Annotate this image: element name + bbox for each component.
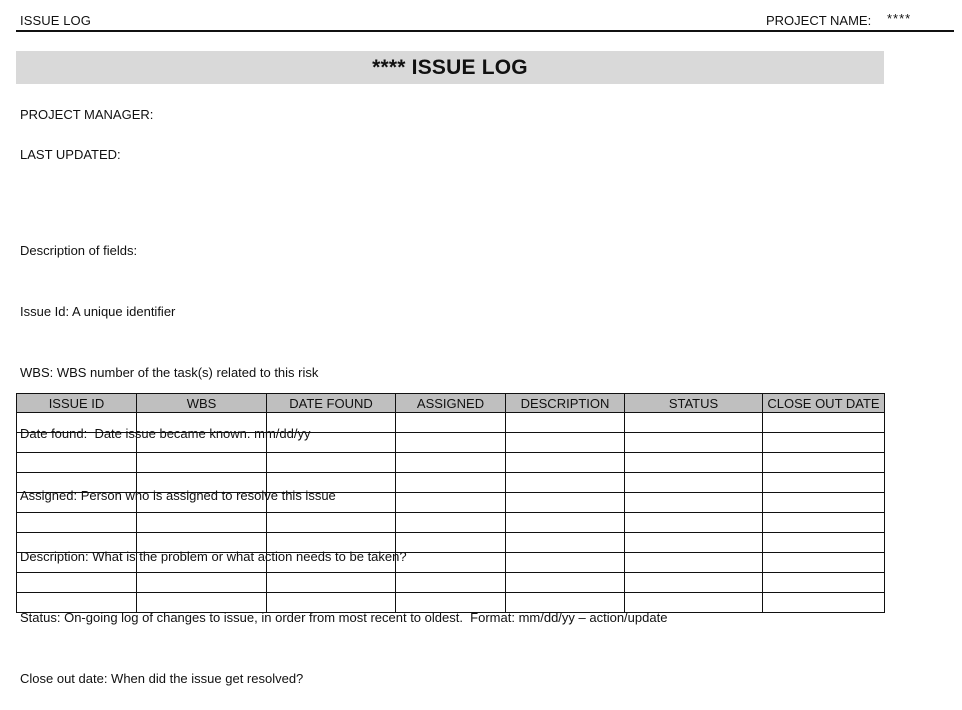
cell-close-out-date[interactable] [763, 513, 885, 533]
cell-close-out-date[interactable] [763, 473, 885, 493]
table-row [17, 513, 885, 533]
cell-date-found[interactable] [267, 513, 396, 533]
last-updated-label: LAST UPDATED: [20, 147, 121, 162]
cell-date-found[interactable] [267, 553, 396, 573]
cell-description[interactable] [506, 573, 625, 593]
cell-assigned[interactable] [396, 493, 506, 513]
cell-description[interactable] [506, 593, 625, 613]
cell-close-out-date[interactable] [763, 493, 885, 513]
cell-issue-id[interactable] [17, 553, 137, 573]
cell-date-found[interactable] [267, 533, 396, 553]
cell-date-found[interactable] [267, 433, 396, 453]
cell-issue-id[interactable] [17, 573, 137, 593]
cell-wbs[interactable] [137, 453, 267, 473]
table-body [17, 413, 885, 613]
table-row [17, 453, 885, 473]
cell-wbs[interactable] [137, 433, 267, 453]
cell-assigned[interactable] [396, 533, 506, 553]
cell-close-out-date[interactable] [763, 413, 885, 433]
cell-wbs[interactable] [137, 493, 267, 513]
cell-wbs[interactable] [137, 553, 267, 573]
table-header-row [17, 394, 885, 413]
field-description-issue-id: Issue Id: A unique identifier [20, 304, 176, 320]
cell-description[interactable] [506, 513, 625, 533]
cell-status[interactable] [625, 413, 763, 433]
cell-description[interactable] [506, 433, 625, 453]
cell-wbs[interactable] [137, 413, 267, 433]
column-header-wbs: WBS [137, 394, 267, 413]
cell-date-found[interactable] [267, 573, 396, 593]
table-row [17, 473, 885, 493]
project-manager-label: PROJECT MANAGER: [20, 107, 154, 122]
table-row [17, 493, 885, 513]
column-header-close-out-date: CLOSE OUT DATE [763, 394, 885, 413]
cell-wbs[interactable] [137, 593, 267, 613]
cell-close-out-date[interactable] [763, 433, 885, 453]
header-rule [16, 30, 954, 32]
cell-status[interactable] [625, 573, 763, 593]
cell-assigned[interactable] [396, 573, 506, 593]
field-descriptions-heading: Description of fields: [20, 242, 138, 258]
field-description-description: Description: What is the problem or what action needs to be taken? [20, 548, 407, 564]
cell-description[interactable] [506, 453, 625, 473]
cell-close-out-date[interactable] [763, 533, 885, 553]
header-title: ISSUE LOG [20, 13, 91, 28]
issue-log-table [16, 393, 885, 613]
cell-assigned[interactable] [396, 413, 506, 433]
cell-status[interactable] [625, 473, 763, 493]
cell-wbs[interactable] [137, 573, 267, 593]
cell-assigned[interactable] [396, 553, 506, 573]
cell-issue-id[interactable] [17, 473, 137, 493]
field-description-close-out-date: Close out date: When did the issue get resolved? [20, 671, 304, 687]
cell-issue-id[interactable] [17, 413, 137, 433]
project-name-value[interactable]: **** [887, 11, 912, 26]
cell-issue-id[interactable] [17, 433, 137, 453]
cell-date-found[interactable] [267, 473, 396, 493]
cell-description[interactable] [506, 473, 625, 493]
cell-date-found[interactable] [267, 453, 396, 473]
cell-issue-id[interactable] [17, 533, 137, 553]
cell-status[interactable] [625, 553, 763, 573]
cell-close-out-date[interactable] [763, 573, 885, 593]
cell-status[interactable] [625, 493, 763, 513]
title-band [16, 51, 884, 84]
cell-date-found[interactable] [267, 413, 396, 433]
field-description-date-found: Date found: Date issue became known. mm/dd/yy [20, 426, 311, 442]
cell-assigned[interactable] [396, 593, 506, 613]
cell-issue-id[interactable] [17, 513, 137, 533]
table-row [17, 593, 885, 613]
cell-close-out-date[interactable] [763, 593, 885, 613]
cell-close-out-date[interactable] [763, 453, 885, 473]
cell-assigned[interactable] [396, 433, 506, 453]
cell-wbs[interactable] [137, 473, 267, 493]
cell-status[interactable] [625, 453, 763, 473]
table-row [17, 553, 885, 573]
field-description-wbs: WBS: WBS number of the task(s) related to this risk [20, 365, 319, 381]
cell-wbs[interactable] [137, 533, 267, 553]
cell-issue-id[interactable] [17, 493, 137, 513]
column-header-assigned: ASSIGNED [396, 394, 506, 413]
page-title: **** ISSUE LOG [372, 55, 528, 79]
cell-description[interactable] [506, 553, 625, 573]
field-description-assigned: Assigned: Person who is assigned to resolve this issue [20, 487, 336, 503]
table-row [17, 413, 885, 433]
cell-description[interactable] [506, 493, 625, 513]
cell-assigned[interactable] [396, 513, 506, 533]
column-header-date-found: DATE FOUND [267, 394, 396, 413]
column-header-status: STATUS [625, 394, 763, 413]
cell-issue-id[interactable] [17, 593, 137, 613]
column-header-issue-id: ISSUE ID [17, 394, 137, 413]
cell-assigned[interactable] [396, 473, 506, 493]
cell-date-found[interactable] [267, 593, 396, 613]
table-row [17, 533, 885, 553]
cell-description[interactable] [506, 413, 625, 433]
cell-status[interactable] [625, 533, 763, 553]
cell-status[interactable] [625, 513, 763, 533]
cell-issue-id[interactable] [17, 453, 137, 473]
cell-date-found[interactable] [267, 493, 396, 513]
field-description-status: Status: On-going log of changes to issue, in order from most recent to oldest. Format: mm/dd/yy – action/update [20, 610, 668, 626]
cell-wbs[interactable] [137, 513, 267, 533]
column-header-description: DESCRIPTION [506, 394, 625, 413]
cell-status[interactable] [625, 593, 763, 613]
cell-assigned[interactable] [396, 453, 506, 473]
project-name-label: PROJECT NAME: [766, 13, 872, 28]
cell-status[interactable] [625, 433, 763, 453]
table-row [17, 433, 885, 453]
cell-close-out-date[interactable] [763, 553, 885, 573]
cell-description[interactable] [506, 533, 625, 553]
table-row [17, 573, 885, 593]
